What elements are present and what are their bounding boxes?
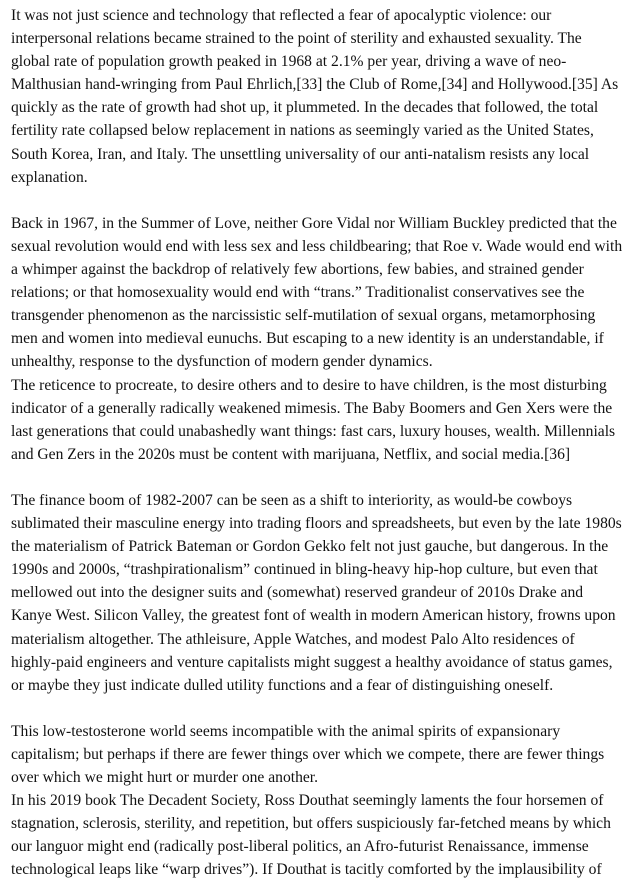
paragraph-5: This low-testosterone world seems incompatible with the animal spirits of expansionary capitalism; but perhaps if there are fewer things over which we compete, there are fewer things over which we might hurt or murder one another. [11,722,605,787]
paragraph-3: The reticence to procreate, to desire others and to desire to have children, is the most disturbing indicator of a generally radically weakened mimesis. The Baby Boomers and Gen Xers were the last generations that could unabashedly want things: fast cars, luxury houses, wealth. Millennials and Gen Zers in the 2020s must be content with marijuana, Netflix, and social media.[36] [11,376,616,463]
paragraph-4: The finance boom of 1982-2007 can be seen as a shift to interiority, as would-be cowboys sublimated their masculine energy into trading floors and spreadsheets, but even by the late 1980s the materialism of Patrick Bateman or Gordon Gekko felt not just gauche, but dangerous. In the 1990s and 2000s, “trashpirationalism” continued in bling-heavy hip-hop culture, but even that mellowed out into the designer suits and (somewhat) reserved grandeur of 2010s Drake and Kanye West. Silicon Valley, the greatest font of wealth in modern American history, frowns upon materialism altogether. The athleisure, Apple Watches, and modest Palo Alto residences of highly-paid engineers and venture capitalists might suggest a healthy avoidance of status games, or maybe they just indicate dulled utility functions and a fear of distinguishing oneself. [11,491,622,694]
paragraph-gap [11,189,623,212]
paragraph-6: In his 2019 book The Decadent Society, Ross Douthat seemingly laments the four horsemen of stagnation, sclerosis, sterility, and repetition, but offers suspiciously far-fetched means by which our languor might end (radically post-liberal politics, an Afro-futurist Renaissance, immense technological leaps like “warp drives”). If Douthat is tacitly comforted by the implausibility of [11,792,611,879]
paragraph-1: It was not just science and technology that reflected a fear of apocalyptic violence: our interpersonal relations became strained to the point of sterility and exhausted sexuality. The global rate of population growth peaked in 1968 at 2.1% per year, driving a wave of neo-Malthusian hand-wringing from Paul Ehrlich,[33] the Club of Rome,[34] and Hollywood.[35] As quickly as the rate of growth had shot up, it plummeted. In the decades that followed, the total fertility rate collapsed below replacement in nations as seemingly varied as the United States, South Korea, Iran, and Italy. The unsettling universality of our anti-natalism resists any local explanation. [11,7,619,186]
paragraph-gap [11,697,623,720]
paragraph-2: Back in 1967, in the Summer of Love, neither Gore Vidal nor William Buckley predicted that the sexual revolution would end with less sex and less childbearing; that Roe v. Wade would end with a whimper against the backdrop of relatively few abortions, few babies, and strained gender relations; or that homosexuality would end with “trans.” Traditionalist conservatives see the transgender phenomenon as the narcissistic self-mutilation of sexual organs, metamorphosing men and women into medieval eunuchs. But escaping to a new identity is an understandable, if unhealthy, response to the dysfunction of modern gender dynamics. [11,214,623,371]
document-page [11,4,623,882]
paragraph-gap [11,466,623,489]
